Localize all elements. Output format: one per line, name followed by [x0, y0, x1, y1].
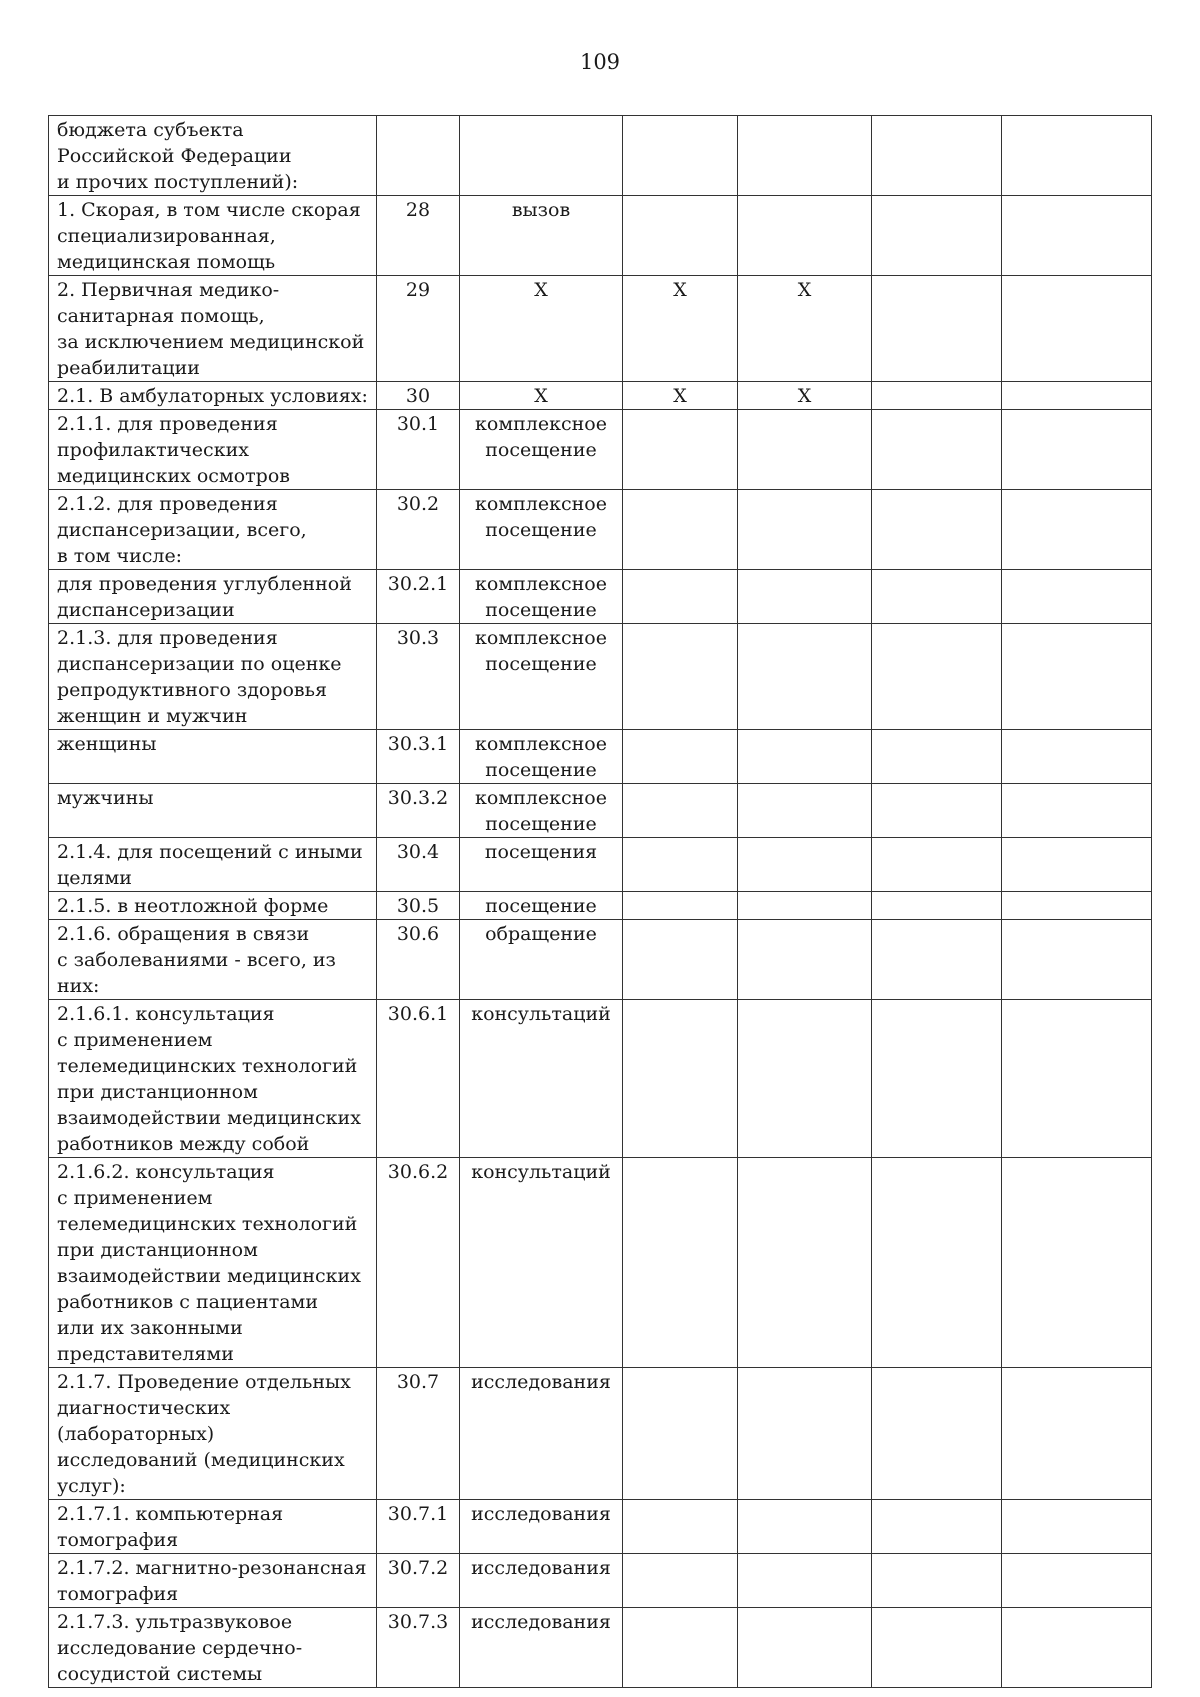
row-unit-cell: посещение — [460, 892, 623, 920]
row-name-cell: женщины — [49, 730, 377, 784]
table-row — [49, 1158, 1152, 1368]
row-name-cell: бюджета субъекта Российской Федерации и прочих поступлений): — [49, 116, 377, 196]
row-col6-cell — [872, 1000, 1002, 1158]
row-col6-cell — [872, 570, 1002, 624]
row-col7-cell — [1002, 1554, 1152, 1608]
row-col5-cell — [738, 1608, 872, 1688]
row-col6-cell — [872, 1158, 1002, 1368]
row-col6-cell — [872, 892, 1002, 920]
row-unit-cell: обращение — [460, 920, 623, 1000]
table-row — [49, 1608, 1152, 1688]
row-name-cell: 1. Скорая, в том числе скорая специализированная, медицинская помощь — [49, 196, 377, 276]
row-unit-cell: комплексное посещение — [460, 410, 623, 490]
row-col4-cell — [623, 730, 738, 784]
row-col4-cell — [623, 784, 738, 838]
row-code-cell: 30.7.3 — [377, 1608, 460, 1688]
row-code-cell: 30.7.2 — [377, 1554, 460, 1608]
row-col6-cell — [872, 1368, 1002, 1500]
row-col6-cell — [872, 276, 1002, 382]
row-col7-cell — [1002, 1608, 1152, 1688]
row-code-cell: 30.2 — [377, 490, 460, 570]
row-col7-cell — [1002, 892, 1152, 920]
row-col5-cell — [738, 730, 872, 784]
row-col6-cell — [872, 410, 1002, 490]
row-code-cell: 30 — [377, 382, 460, 410]
table-row — [49, 410, 1152, 490]
row-name-cell: 2.1.7.2. магнитно-резонансная томография — [49, 1554, 377, 1608]
row-code-cell: 30.6 — [377, 920, 460, 1000]
row-col4-cell — [623, 410, 738, 490]
row-code-cell: 30.1 — [377, 410, 460, 490]
row-unit-cell: X — [460, 276, 623, 382]
row-col5-cell — [738, 892, 872, 920]
row-code-cell: 30.7 — [377, 1368, 460, 1500]
row-unit-cell: посещения — [460, 838, 623, 892]
row-col4-cell — [623, 1158, 738, 1368]
row-unit-cell: консультаций — [460, 1158, 623, 1368]
row-col5-cell — [738, 838, 872, 892]
row-code-cell: 30.6.1 — [377, 1000, 460, 1158]
row-col5-cell — [738, 570, 872, 624]
row-col5-cell — [738, 920, 872, 1000]
row-code-cell: 30.4 — [377, 838, 460, 892]
table-row — [49, 1554, 1152, 1608]
row-col4-cell — [623, 838, 738, 892]
row-col5-cell — [738, 1500, 872, 1554]
row-col4-cell — [623, 1554, 738, 1608]
row-col5-cell — [738, 1368, 872, 1500]
row-col7-cell — [1002, 730, 1152, 784]
table-row — [49, 892, 1152, 920]
row-name-cell: мужчины — [49, 784, 377, 838]
row-name-cell: 2.1.6. обращения в связи с заболеваниями - всего, из них: — [49, 920, 377, 1000]
row-name-cell: 2.1.7. Проведение отдельных диагностических (лабораторных) исследований (медицинских услуг): — [49, 1368, 377, 1500]
row-col6-cell — [872, 1554, 1002, 1608]
row-col7-cell — [1002, 920, 1152, 1000]
table-row — [49, 784, 1152, 838]
row-code-cell — [377, 116, 460, 196]
table-row — [49, 196, 1152, 276]
row-name-cell: для проведения углубленной диспансеризации — [49, 570, 377, 624]
row-col6-cell — [872, 784, 1002, 838]
row-name-cell: 2.1.6.2. консультация с применением телемедицинских технологий при дистанционном взаимодействии медицинских работников с пациентами или их законными представителями — [49, 1158, 377, 1368]
row-col7-cell — [1002, 1368, 1152, 1500]
row-col5-cell: X — [738, 276, 872, 382]
row-unit-cell: комплексное посещение — [460, 730, 623, 784]
table-row — [49, 1500, 1152, 1554]
row-col6-cell — [872, 196, 1002, 276]
row-code-cell: 30.2.1 — [377, 570, 460, 624]
row-code-cell: 30.6.2 — [377, 1158, 460, 1368]
row-col7-cell — [1002, 784, 1152, 838]
row-col7-cell — [1002, 382, 1152, 410]
row-name-cell: 2.1.3. для проведения диспансеризации по оценке репродуктивного здоровья женщин и мужчин — [49, 624, 377, 730]
row-name-cell: 2.1.2. для проведения диспансеризации, всего, в том числе: — [49, 490, 377, 570]
row-unit-cell: вызов — [460, 196, 623, 276]
row-col6-cell — [872, 1500, 1002, 1554]
row-col4-cell — [623, 570, 738, 624]
row-col4-cell — [623, 624, 738, 730]
row-unit-cell: исследования — [460, 1500, 623, 1554]
row-name-cell: 2.1.7.3. ультразвуковое исследование сердечно- сосудистой системы — [49, 1608, 377, 1688]
page-number: 109 — [579, 50, 621, 74]
row-col7-cell — [1002, 276, 1152, 382]
row-col4-cell — [623, 490, 738, 570]
row-col5-cell — [738, 784, 872, 838]
row-col6-cell — [872, 382, 1002, 410]
row-col4-cell — [623, 892, 738, 920]
row-col6-cell — [872, 490, 1002, 570]
row-name-cell: 2.1.6.1. консультация с применением телемедицинских технологий при дистанционном взаимодействии медицинских работников между собой — [49, 1000, 377, 1158]
row-col6-cell — [872, 116, 1002, 196]
row-name-cell: 2.1.5. в неотложной форме — [49, 892, 377, 920]
row-unit-cell: комплексное посещение — [460, 624, 623, 730]
row-col5-cell — [738, 410, 872, 490]
row-col7-cell — [1002, 838, 1152, 892]
row-code-cell: 30.3 — [377, 624, 460, 730]
row-col6-cell — [872, 624, 1002, 730]
row-col4-cell — [623, 1368, 738, 1500]
row-code-cell: 30.3.2 — [377, 784, 460, 838]
row-name-cell: 2.1.1. для проведения профилактических медицинских осмотров — [49, 410, 377, 490]
row-unit-cell: исследования — [460, 1554, 623, 1608]
table-row — [49, 382, 1152, 410]
row-col6-cell — [872, 920, 1002, 1000]
table-row — [49, 276, 1152, 382]
row-col6-cell — [872, 730, 1002, 784]
row-col5-cell — [738, 116, 872, 196]
row-col7-cell — [1002, 116, 1152, 196]
row-col7-cell — [1002, 1158, 1152, 1368]
row-col5-cell: X — [738, 382, 872, 410]
row-col4-cell — [623, 1000, 738, 1158]
row-unit-cell: X — [460, 382, 623, 410]
row-code-cell: 30.3.1 — [377, 730, 460, 784]
row-col4-cell — [623, 1608, 738, 1688]
table-row — [49, 116, 1152, 196]
data-table — [48, 115, 1152, 1688]
row-name-cell: 2.1. В амбулаторных условиях: — [49, 382, 377, 410]
row-name-cell: 2. Первичная медико- санитарная помощь, за исключением медицинской реабилитации — [49, 276, 377, 382]
row-col5-cell — [738, 196, 872, 276]
row-col4-cell: X — [623, 276, 738, 382]
row-col4-cell — [623, 116, 738, 196]
row-col5-cell — [738, 490, 872, 570]
table-row — [49, 624, 1152, 730]
table-row — [49, 570, 1152, 624]
row-col7-cell — [1002, 1000, 1152, 1158]
row-col6-cell — [872, 1608, 1002, 1688]
row-col6-cell — [872, 838, 1002, 892]
table-row — [49, 490, 1152, 570]
row-col7-cell — [1002, 1500, 1152, 1554]
row-col4-cell: X — [623, 382, 738, 410]
row-code-cell: 29 — [377, 276, 460, 382]
row-col7-cell — [1002, 624, 1152, 730]
row-col4-cell — [623, 1500, 738, 1554]
row-unit-cell: комплексное посещение — [460, 570, 623, 624]
row-col4-cell — [623, 196, 738, 276]
row-col7-cell — [1002, 490, 1152, 570]
row-unit-cell: исследования — [460, 1608, 623, 1688]
row-unit-cell: исследования — [460, 1368, 623, 1500]
table-body — [49, 116, 1152, 1688]
row-unit-cell: комплексное посещение — [460, 784, 623, 838]
row-col5-cell — [738, 1554, 872, 1608]
row-code-cell: 30.7.1 — [377, 1500, 460, 1554]
row-col7-cell — [1002, 570, 1152, 624]
row-unit-cell: консультаций — [460, 1000, 623, 1158]
table-row — [49, 730, 1152, 784]
row-name-cell: 2.1.4. для посещений с иными целями — [49, 838, 377, 892]
row-unit-cell: комплексное посещение — [460, 490, 623, 570]
table-row — [49, 838, 1152, 892]
row-code-cell: 30.5 — [377, 892, 460, 920]
row-unit-cell — [460, 116, 623, 196]
row-col7-cell — [1002, 196, 1152, 276]
row-name-cell: 2.1.7.1. компьютерная томография — [49, 1500, 377, 1554]
row-code-cell: 28 — [377, 196, 460, 276]
row-col5-cell — [738, 1000, 872, 1158]
table-row — [49, 1368, 1152, 1500]
table-row — [49, 920, 1152, 1000]
row-col7-cell — [1002, 410, 1152, 490]
row-col4-cell — [623, 920, 738, 1000]
table-row — [49, 1000, 1152, 1158]
row-col5-cell — [738, 624, 872, 730]
row-col5-cell — [738, 1158, 872, 1368]
